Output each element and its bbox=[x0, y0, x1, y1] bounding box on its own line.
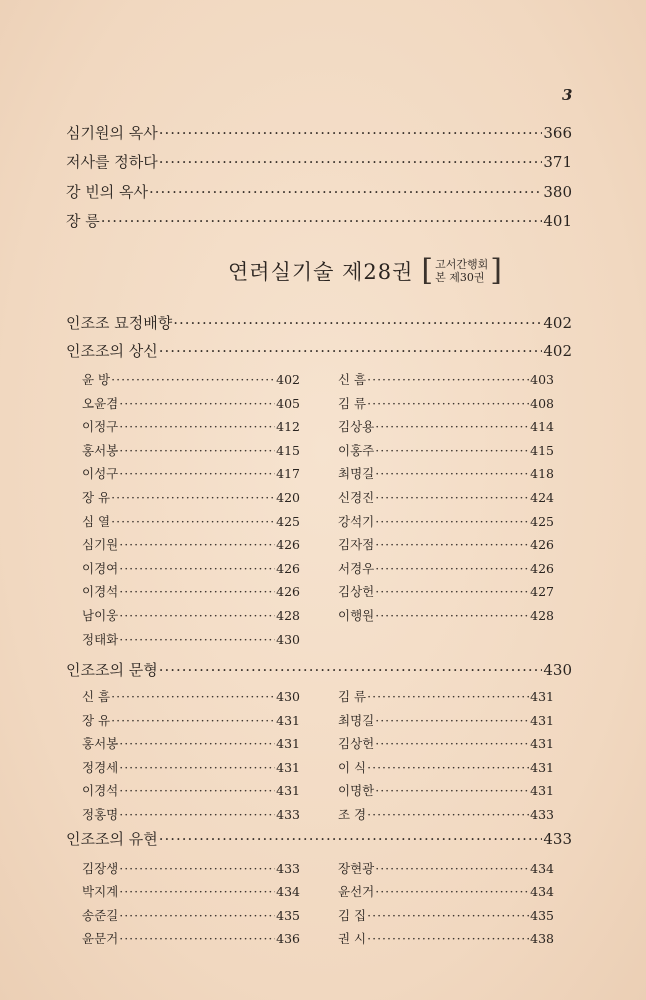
dot-leader bbox=[159, 153, 543, 171]
dot-leader bbox=[119, 884, 275, 899]
sub-entry bbox=[82, 630, 300, 648]
entry-label: 최명길 bbox=[338, 466, 375, 482]
entry-page: 435 bbox=[276, 907, 300, 923]
sub-entry bbox=[82, 882, 300, 900]
entry-label: 신 흠 bbox=[338, 372, 367, 387]
dot-leader bbox=[367, 689, 529, 704]
entry-page: 426 bbox=[276, 584, 300, 600]
dot-leader bbox=[375, 561, 529, 576]
entry-page: 425 bbox=[530, 513, 554, 529]
entry-label: 강석기 bbox=[338, 513, 375, 529]
entry-label: 정경세 bbox=[82, 759, 119, 775]
entry-page: 431 bbox=[530, 759, 554, 775]
dot-leader bbox=[119, 466, 275, 481]
entry-page: 438 bbox=[530, 931, 554, 947]
entry-label: 심 열 bbox=[82, 513, 111, 529]
entry-page: 430 bbox=[543, 661, 572, 679]
section-heading bbox=[66, 828, 572, 849]
entry-page: 420 bbox=[276, 490, 300, 505]
entry-page: 424 bbox=[530, 490, 554, 505]
dot-leader bbox=[375, 466, 529, 481]
sub-entry bbox=[338, 711, 554, 729]
entry-page: 428 bbox=[530, 608, 554, 623]
entry-page: 433 bbox=[543, 830, 572, 848]
entry-label: 강 빈의 옥사 bbox=[66, 183, 148, 201]
volume-note bbox=[421, 253, 502, 288]
sub-entry bbox=[82, 370, 300, 388]
entry-label: 이경석 bbox=[82, 783, 119, 799]
sub-entry bbox=[82, 687, 300, 705]
section-heading bbox=[66, 312, 572, 333]
entry-label: 송준길 bbox=[82, 907, 119, 923]
sub-entry bbox=[82, 859, 300, 877]
sub-entry bbox=[82, 559, 300, 577]
dot-leader bbox=[159, 661, 543, 679]
entry-label: 최명길 bbox=[338, 712, 375, 728]
entry-label: 이성구 bbox=[82, 466, 119, 482]
dot-leader bbox=[375, 861, 529, 876]
top-entry bbox=[66, 210, 572, 231]
entry-page: 408 bbox=[530, 395, 554, 411]
dot-leader bbox=[375, 490, 529, 505]
sub-entry bbox=[82, 606, 300, 624]
entry-label: 인조조의 유현 bbox=[66, 830, 158, 848]
sub-entry bbox=[82, 711, 300, 729]
sub-entry bbox=[82, 394, 300, 412]
entry-page: 430 bbox=[276, 689, 300, 704]
sub-entry bbox=[82, 734, 300, 752]
dot-leader bbox=[119, 419, 275, 434]
entry-label: 김 류 bbox=[338, 395, 367, 411]
entry-label: 권 시 bbox=[338, 931, 367, 947]
dot-leader bbox=[159, 830, 543, 848]
entry-page: 431 bbox=[530, 736, 554, 752]
dot-leader bbox=[375, 713, 529, 728]
entry-label: 인조조의 상신 bbox=[66, 342, 158, 360]
sub-entry bbox=[82, 906, 300, 924]
entry-page: 418 bbox=[530, 466, 554, 482]
entry-page: 426 bbox=[276, 537, 300, 553]
entry-label: 김상헌 bbox=[338, 736, 375, 752]
entry-page: 415 bbox=[530, 442, 554, 458]
entry-label: 홍서봉 bbox=[82, 442, 119, 458]
entry-label: 김장생 bbox=[82, 861, 119, 876]
sub-entry bbox=[338, 882, 554, 900]
sub-entry bbox=[338, 582, 554, 600]
dot-leader bbox=[119, 537, 275, 552]
entry-label: 이명한 bbox=[338, 783, 375, 799]
entry-page: 433 bbox=[276, 861, 300, 876]
volume-title bbox=[228, 253, 502, 288]
dot-leader bbox=[173, 314, 542, 332]
dot-leader bbox=[375, 608, 529, 623]
entry-label: 장현광 bbox=[338, 861, 375, 876]
dot-leader bbox=[119, 861, 275, 876]
right-bracket: ] bbox=[490, 253, 502, 288]
entry-label: 조 경 bbox=[338, 807, 367, 822]
sub-entry bbox=[338, 559, 554, 577]
entry-label: 이 식 bbox=[338, 759, 367, 775]
entry-page: 431 bbox=[276, 712, 300, 728]
dot-leader bbox=[101, 212, 543, 230]
entry-page: 436 bbox=[276, 931, 300, 947]
sub-entry bbox=[338, 859, 554, 877]
section-heading bbox=[66, 659, 572, 680]
dot-leader bbox=[111, 689, 275, 704]
sub-entry bbox=[338, 488, 554, 506]
entry-page: 427 bbox=[530, 584, 554, 600]
top-entry bbox=[66, 122, 572, 143]
entry-page: 380 bbox=[543, 183, 572, 201]
dot-leader bbox=[119, 561, 275, 576]
entry-label: 이홍주 bbox=[338, 442, 375, 458]
entry-page: 431 bbox=[530, 689, 554, 704]
dot-leader bbox=[375, 736, 529, 751]
top-entry bbox=[66, 151, 572, 172]
entry-page: 402 bbox=[543, 314, 572, 332]
dot-leader bbox=[119, 783, 275, 798]
entry-page: 431 bbox=[276, 783, 300, 799]
entry-label: 김상용 bbox=[338, 419, 375, 435]
dot-leader bbox=[375, 584, 529, 599]
sub-entry bbox=[338, 370, 554, 388]
dot-leader bbox=[119, 760, 275, 775]
dot-leader bbox=[119, 396, 275, 411]
sub-entry bbox=[82, 758, 300, 776]
entry-page: 435 bbox=[530, 907, 554, 923]
entry-page: 434 bbox=[530, 861, 554, 876]
entry-label: 심기원의 옥사 bbox=[66, 124, 158, 142]
sub-entry bbox=[338, 441, 554, 459]
entry-page: 433 bbox=[530, 807, 554, 822]
entry-label: 장 유 bbox=[82, 712, 111, 728]
sub-entry bbox=[338, 512, 554, 530]
dot-leader bbox=[367, 372, 529, 387]
entry-label: 정태화 bbox=[82, 631, 119, 647]
dot-leader bbox=[119, 443, 275, 458]
sub-entry bbox=[338, 929, 554, 947]
dot-leader bbox=[111, 372, 275, 387]
dot-leader bbox=[367, 807, 529, 822]
entry-page: 415 bbox=[276, 442, 300, 458]
entry-label: 신 흠 bbox=[82, 689, 111, 704]
dot-leader bbox=[375, 419, 529, 434]
dot-leader bbox=[119, 632, 275, 647]
dot-leader bbox=[375, 884, 529, 899]
entry-label: 윤선거 bbox=[338, 884, 375, 900]
sub-entry bbox=[82, 512, 300, 530]
entry-label: 남이웅 bbox=[82, 608, 119, 623]
entry-label: 이행원 bbox=[338, 608, 375, 623]
sub-entry bbox=[338, 687, 554, 705]
sub-entry bbox=[338, 606, 554, 624]
dot-leader bbox=[367, 396, 529, 411]
entry-page: 366 bbox=[543, 124, 572, 142]
entry-label: 서경우 bbox=[338, 560, 375, 576]
sub-entry bbox=[82, 582, 300, 600]
entry-page: 431 bbox=[276, 759, 300, 775]
entry-page: 417 bbox=[276, 466, 300, 482]
dot-leader bbox=[119, 584, 275, 599]
entry-page: 430 bbox=[276, 631, 300, 647]
entry-page: 412 bbox=[276, 419, 300, 435]
volume-note-line2: 본 제30권 bbox=[435, 271, 485, 284]
entry-label: 장 릉 bbox=[66, 212, 100, 230]
entry-label: 윤 방 bbox=[82, 372, 111, 387]
sub-entry bbox=[82, 417, 300, 435]
dot-leader bbox=[159, 124, 543, 142]
sub-entry bbox=[82, 441, 300, 459]
sub-entry bbox=[82, 805, 300, 823]
dot-leader bbox=[375, 537, 529, 552]
entry-label: 이정구 bbox=[82, 419, 119, 435]
entry-page: 433 bbox=[276, 807, 300, 822]
entry-page: 431 bbox=[530, 783, 554, 799]
entry-page: 426 bbox=[530, 560, 554, 576]
entry-page: 401 bbox=[543, 212, 572, 230]
sub-entry bbox=[338, 805, 554, 823]
dot-leader bbox=[119, 608, 275, 623]
entry-page: 402 bbox=[543, 342, 572, 360]
dot-leader bbox=[119, 736, 275, 751]
entry-label: 이경석 bbox=[82, 584, 119, 600]
sub-entry bbox=[82, 929, 300, 947]
volume-title-text: 연려실기술 제28권 bbox=[228, 260, 414, 284]
dot-leader bbox=[119, 931, 275, 946]
dot-leader bbox=[111, 514, 275, 529]
entry-label: 홍서봉 bbox=[82, 736, 119, 752]
sub-entry bbox=[82, 464, 300, 482]
entry-page: 426 bbox=[276, 560, 300, 576]
entry-label: 장 유 bbox=[82, 490, 111, 505]
entry-label: 신경진 bbox=[338, 490, 375, 505]
sub-entry bbox=[338, 906, 554, 924]
sub-entry bbox=[82, 781, 300, 799]
entry-label: 윤문거 bbox=[82, 931, 119, 947]
sub-entry bbox=[338, 758, 554, 776]
entry-page: 428 bbox=[276, 608, 300, 623]
dot-leader bbox=[119, 908, 275, 923]
sub-entry bbox=[338, 781, 554, 799]
entry-page: 414 bbox=[530, 419, 554, 435]
sub-entry bbox=[338, 394, 554, 412]
sub-entry bbox=[338, 734, 554, 752]
sub-entry bbox=[338, 464, 554, 482]
dot-leader bbox=[367, 760, 529, 775]
dot-leader bbox=[375, 443, 529, 458]
entry-page: 431 bbox=[530, 712, 554, 728]
dot-leader bbox=[367, 931, 529, 946]
entry-page: 434 bbox=[276, 884, 300, 900]
entry-page: 402 bbox=[276, 372, 300, 387]
dot-leader bbox=[375, 514, 529, 529]
dot-leader bbox=[375, 783, 529, 798]
entry-label: 김자점 bbox=[338, 537, 375, 553]
entry-page: 431 bbox=[276, 736, 300, 752]
dot-leader bbox=[149, 183, 542, 201]
sub-entry bbox=[338, 535, 554, 553]
dot-leader bbox=[159, 342, 543, 360]
entry-label: 이경여 bbox=[82, 560, 119, 576]
entry-page: 403 bbox=[530, 372, 554, 387]
dot-leader bbox=[111, 490, 275, 505]
entry-label: 저사를 정하다 bbox=[66, 153, 158, 171]
entry-page: 425 bbox=[276, 513, 300, 529]
top-entry bbox=[66, 181, 572, 202]
dot-leader bbox=[367, 908, 529, 923]
entry-label: 오윤겸 bbox=[82, 395, 119, 411]
entry-page: 405 bbox=[276, 395, 300, 411]
sub-entry bbox=[338, 417, 554, 435]
entry-label: 심기원 bbox=[82, 537, 119, 553]
dot-leader bbox=[119, 807, 275, 822]
entry-label: 김 류 bbox=[338, 689, 367, 704]
volume-note-line1: 고서간행회 bbox=[435, 258, 489, 271]
entry-label: 정홍명 bbox=[82, 807, 119, 822]
entry-page: 426 bbox=[530, 537, 554, 553]
entry-label: 인조조의 문형 bbox=[66, 661, 158, 679]
entry-label: 박지계 bbox=[82, 884, 119, 900]
left-bracket: [ bbox=[421, 253, 434, 288]
entry-page: 371 bbox=[543, 153, 572, 171]
entry-page: 434 bbox=[530, 884, 554, 900]
page-number: 3 bbox=[562, 86, 573, 104]
entry-label: 김 집 bbox=[338, 907, 367, 923]
sub-entry bbox=[82, 488, 300, 506]
section-heading bbox=[66, 340, 572, 361]
dot-leader bbox=[111, 713, 275, 728]
sub-entry bbox=[82, 535, 300, 553]
entry-label: 김상헌 bbox=[338, 584, 375, 600]
entry-label: 인조조 묘정배향 bbox=[66, 314, 173, 332]
